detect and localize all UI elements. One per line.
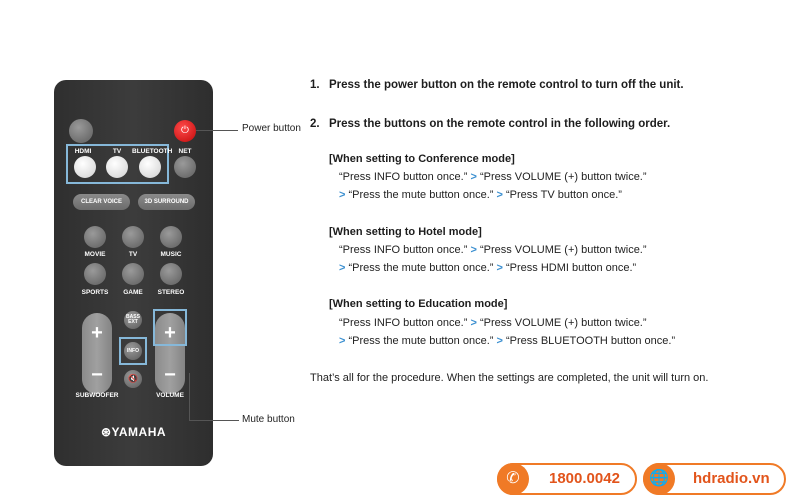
education-line-2: [339, 335, 675, 347]
conference-volume-step: “Press VOLUME (+) button twice.”: [479, 171, 647, 183]
arrow-icon: >: [496, 335, 503, 347]
hotel-mute-step: “Press the mute button once.”: [348, 262, 494, 274]
sports-label: SPORTS: [81, 289, 109, 296]
education-mute-step: “Press the mute button once.”: [348, 335, 494, 347]
volume-plus-highlight: [153, 309, 187, 346]
bluetooth-label: BLUETOOTH: [132, 148, 173, 155]
closing-text: That’s all for the procedure. When the settings are completed, the unit will turn on.: [310, 372, 709, 384]
sports-button[interactable]: [84, 263, 106, 285]
mute-icon: 🔇: [128, 374, 138, 383]
arrow-icon: >: [339, 262, 346, 274]
education-info-step: “Press INFO button once.”: [339, 317, 468, 329]
subwoofer-label: SUBWOOFER: [75, 392, 119, 399]
arrow-icon: >: [339, 335, 346, 347]
music-button[interactable]: [160, 226, 182, 248]
movie-label: MOVIE: [84, 251, 106, 258]
education-bluetooth-step: “Press BLUETOOTH button once.”: [505, 335, 676, 347]
hotel-info-step: “Press INFO button once.”: [339, 244, 468, 256]
hotel-heading: [When setting to Hotel mode]: [329, 226, 482, 238]
globe-icon: 🌐: [643, 463, 675, 495]
stereo-button[interactable]: [160, 263, 182, 285]
mute-callout-line: [189, 373, 190, 420]
arrow-icon: >: [470, 244, 477, 256]
power-button[interactable]: [174, 120, 196, 142]
mute-button[interactable]: [124, 370, 142, 388]
subwoofer-minus-icon[interactable]: −: [91, 364, 103, 386]
game-label: GAME: [123, 289, 143, 296]
tv-button[interactable]: [106, 156, 128, 178]
tv-label: TV: [112, 148, 122, 155]
info-button[interactable]: [124, 342, 142, 360]
volume-label: VOLUME: [156, 392, 184, 399]
step-1-text: Press the power button on the remote control to turn off the unit.: [329, 79, 684, 91]
volume-minus-icon[interactable]: −: [164, 364, 176, 386]
net-button[interactable]: [174, 156, 196, 178]
conference-line-2: [339, 189, 622, 201]
power-callout: Power button: [242, 123, 301, 134]
website-badge[interactable]: [643, 463, 786, 495]
step-2-text: Press the buttons on the remote control in the following order.: [329, 118, 671, 130]
hdmi-label: HDMI: [74, 148, 92, 155]
arrow-icon: >: [470, 317, 477, 329]
game-button[interactable]: [122, 263, 144, 285]
education-heading: [When setting to Education mode]: [329, 298, 508, 310]
step-2: [310, 118, 670, 130]
conference-heading: [When setting to Conference mode]: [329, 153, 515, 165]
arrow-icon: >: [496, 189, 503, 201]
website-url: hdradio.vn: [693, 470, 770, 487]
bass-ext-button[interactable]: [124, 311, 142, 329]
hotel-line-1: [339, 244, 647, 256]
subwoofer-plus-icon[interactable]: +: [91, 322, 103, 344]
net-label: NET: [178, 148, 192, 155]
movie-button[interactable]: [84, 226, 106, 248]
hotel-volume-step: “Press VOLUME (+) button twice.”: [479, 244, 647, 256]
yamaha-logo: ⊛YAMAHA: [100, 425, 167, 439]
input-button[interactable]: [69, 119, 93, 143]
step-1-number: 1.: [310, 79, 320, 91]
arrow-icon: >: [470, 171, 477, 183]
phone-number: 1800.0042: [549, 470, 620, 487]
conference-info-step: “Press INFO button once.”: [339, 171, 468, 183]
conference-tv-step: “Press TV button once.”: [505, 189, 622, 201]
arrow-icon: >: [496, 262, 503, 274]
conference-mute-step: “Press the mute button once.”: [348, 189, 494, 201]
step-2-number: 2.: [310, 118, 320, 130]
bluetooth-button[interactable]: [139, 156, 161, 178]
subwoofer-rocker[interactable]: [82, 313, 112, 394]
clear-voice-button[interactable]: CLEAR VOICE: [73, 194, 130, 210]
tv-mode-button[interactable]: [122, 226, 144, 248]
power-icon: ⏻: [181, 125, 189, 136]
education-volume-step: “Press VOLUME (+) button twice.”: [479, 317, 647, 329]
conference-line-1: [339, 171, 647, 183]
hotel-hdmi-step: “Press HDMI button once.”: [505, 262, 637, 274]
info-label: INFO: [127, 348, 139, 354]
stereo-label: STEREO: [157, 289, 185, 296]
phone-icon: ✆: [497, 463, 529, 495]
step-1: [310, 79, 684, 91]
phone-badge[interactable]: [497, 463, 637, 495]
mute-callout-line-h: [189, 420, 239, 421]
mute-callout: Mute button: [242, 414, 295, 425]
bass-ext-label: BASS EXT: [126, 314, 140, 325]
hotel-line-2: [339, 262, 636, 274]
power-callout-line: [196, 130, 238, 131]
3d-surround-button[interactable]: 3D SURROUND: [138, 194, 195, 210]
education-line-1: [339, 317, 647, 329]
tv-mode-label: TV: [128, 251, 138, 258]
hdmi-button[interactable]: [74, 156, 96, 178]
arrow-icon: >: [339, 189, 346, 201]
volume-plus-icon[interactable]: +: [164, 322, 176, 344]
music-label: MUSIC: [160, 251, 182, 258]
